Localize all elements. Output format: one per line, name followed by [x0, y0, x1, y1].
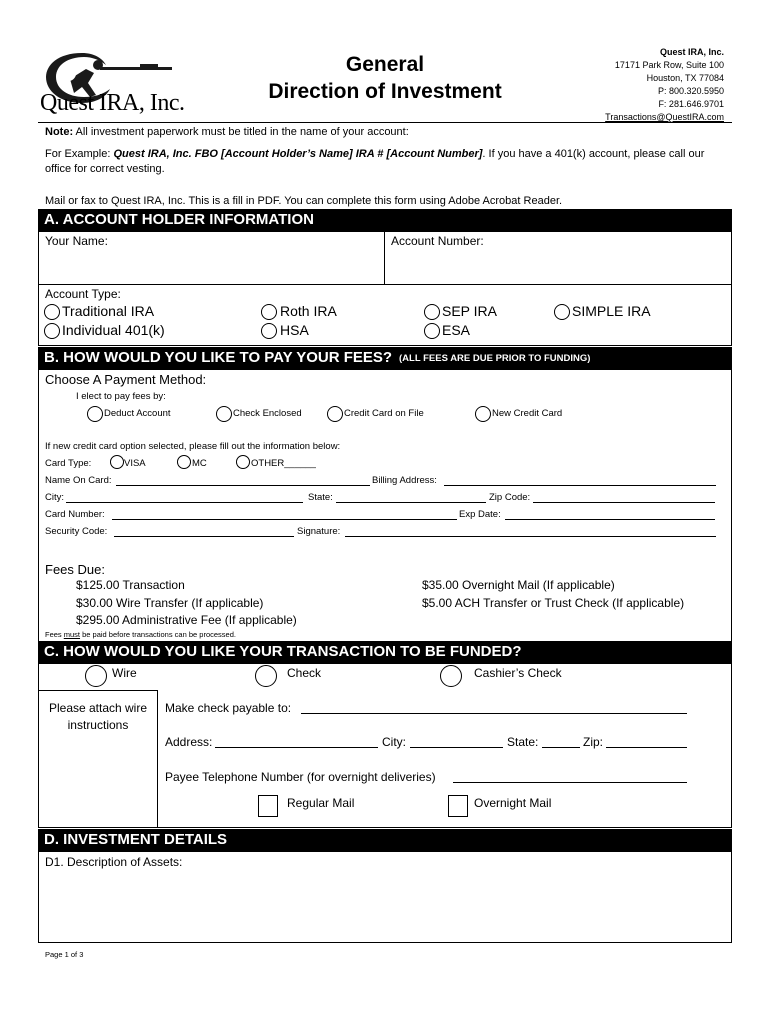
note-label: Note: [45, 126, 74, 138]
address-label: Address: [165, 735, 213, 749]
example-bold: Quest IRA, Inc. FBO [Account Holder’s Name] IRA # [Account Number] [113, 148, 483, 160]
traditional-ira-label: Traditional IRA [62, 303, 155, 319]
fees-due-label: Fees Due: [45, 562, 105, 577]
example-line2: office for correct vesting. [45, 163, 165, 175]
zip-code-field[interactable] [533, 491, 715, 503]
logo-wordmark: Quest IRA, Inc. [40, 90, 185, 116]
c-zip-field[interactable] [606, 734, 687, 748]
example-suffix: . If you have a 401(k) account, please call our [482, 148, 705, 160]
overnight-mail-checkbox[interactable] [448, 795, 468, 817]
mc-radio[interactable] [177, 455, 191, 469]
sep-ira-radio[interactable] [424, 304, 440, 320]
deduct-account-radio[interactable] [87, 406, 103, 422]
name-on-card-label: Name On Card: [45, 475, 112, 486]
description-of-assets-field[interactable] [44, 872, 726, 938]
header-divider [38, 122, 732, 123]
individual-401k-label: Individual 401(k) [62, 322, 165, 338]
mail-fax-line: Mail or fax to Quest IRA, Inc. This is a fill in PDF. You can complete this form using Adobe Acrobat Reader. [45, 195, 563, 207]
section-c-divider-h [38, 690, 158, 691]
roth-ira-radio[interactable] [261, 304, 277, 320]
fee-wire: $30.00 Wire Transfer (If applicable) [76, 596, 264, 610]
fee-overnight: $35.00 Overnight Mail (If applicable) [422, 578, 615, 592]
name-on-card-field[interactable] [116, 474, 370, 486]
esa-radio[interactable] [424, 323, 440, 339]
attach-wire-line1: Please attach wire [48, 701, 148, 715]
signature-label: Signature: [297, 526, 341, 537]
hsa-radio[interactable] [261, 323, 277, 339]
new-credit-card-label: New Credit Card [492, 408, 563, 419]
c-city-field[interactable] [410, 734, 503, 748]
note-line [45, 125, 409, 139]
cashiers-check-label: Cashier’s Check [474, 666, 562, 680]
fees-due-notice: (ALL FEES ARE DUE PRIOR TO FUNDING) [399, 353, 591, 364]
simple-ira-label: SIMPLE IRA [572, 303, 651, 319]
city-label: City: [45, 492, 64, 503]
note-text: All investment paperwork must be titled in the name of your account: [73, 126, 409, 138]
company-address2: Houston, TX 77084 [646, 73, 724, 83]
fees-note: Fees must be paid before transactions can be processed. [45, 630, 236, 639]
check-enclosed-radio[interactable] [216, 406, 232, 422]
company-name: Quest IRA, Inc. [659, 47, 724, 57]
your-name-label: Your Name: [45, 234, 108, 248]
c-zip-label: Zip: [583, 735, 604, 749]
page-title-line1: General [345, 53, 425, 76]
section-a-header: A. ACCOUNT HOLDER INFORMATION [38, 209, 732, 231]
hsa-label: HSA [280, 322, 309, 338]
new-card-note: If new credit card option selected, please fill out the information below: [45, 441, 341, 452]
section-a-divider-v [384, 231, 385, 284]
choose-payment-label: Choose A Payment Method: [45, 372, 207, 387]
deduct-account-label: Deduct Account [104, 408, 171, 419]
security-code-field[interactable] [114, 525, 294, 537]
credit-card-on-file-radio[interactable] [327, 406, 343, 422]
c-state-label: State: [507, 735, 539, 749]
exp-date-label: Exp Date: [459, 509, 501, 520]
traditional-ira-radio[interactable] [44, 304, 60, 320]
esa-label: ESA [442, 322, 471, 338]
check-radio[interactable] [255, 665, 277, 687]
overnight-mail-label: Overnight Mail [474, 796, 552, 810]
individual-401k-radio[interactable] [44, 323, 60, 339]
example-prefix: For Example: [45, 148, 114, 160]
company-email-link[interactable]: Transactions@QuestIRA.com [605, 112, 724, 122]
other-card-label: OTHER______ [251, 458, 316, 469]
payee-phone-label: Payee Telephone Number (for overnight deliveries) [165, 770, 436, 784]
company-contact-block [605, 46, 724, 124]
simple-ira-radio[interactable] [554, 304, 570, 320]
city-field[interactable] [66, 491, 303, 503]
card-type-label: Card Type: [45, 458, 92, 469]
billing-address-label: Billing Address: [372, 475, 437, 486]
company-fax: F: 281.646.9701 [658, 99, 724, 109]
address-field[interactable] [215, 734, 378, 748]
payee-phone-field[interactable] [453, 769, 687, 783]
check-label: Check [287, 666, 322, 680]
fee-admin: $295.00 Administrative Fee (If applicable) [76, 613, 297, 627]
wire-label: Wire [112, 666, 137, 680]
mc-label: MC [192, 458, 207, 469]
state-field[interactable] [336, 491, 486, 503]
company-address1: 17171 Park Row, Suite 100 [614, 60, 724, 70]
check-enclosed-label: Check Enclosed [233, 408, 302, 419]
elect-label: I elect to pay fees by: [76, 391, 166, 402]
card-number-label: Card Number: [45, 509, 105, 520]
regular-mail-checkbox[interactable] [258, 795, 278, 817]
regular-mail-label: Regular Mail [287, 796, 355, 810]
attach-wire-line2: instructions [67, 718, 129, 732]
account-number-field[interactable] [390, 250, 726, 280]
page-title-line2: Direction of Investment [268, 80, 502, 103]
exp-date-field[interactable] [505, 508, 715, 520]
sep-ira-label: SEP IRA [442, 303, 497, 319]
section-b-header: B. HOW WOULD YOU LIKE TO PAY YOUR FEES? (ALL FEES ARE DUE PRIOR TO FUNDING) [38, 347, 732, 369]
roth-ira-label: Roth IRA [280, 303, 337, 319]
visa-label: VISA [124, 458, 146, 469]
fee-transaction: $125.00 Transaction [76, 578, 185, 592]
security-code-label: Security Code: [45, 526, 108, 537]
section-a-divider-h [38, 284, 732, 285]
credit-card-on-file-label: Credit Card on File [344, 408, 424, 419]
card-number-field[interactable] [112, 508, 457, 520]
account-type-label: Account Type: [45, 287, 121, 301]
other-card-radio[interactable] [236, 455, 250, 469]
section-d-header: D. INVESTMENT DETAILS [38, 829, 732, 851]
company-phone: P: 800.320.5950 [657, 86, 724, 96]
page-number: Page 1 of 3 [45, 950, 84, 959]
cashiers-check-radio[interactable] [440, 665, 462, 687]
c-city-label: City: [382, 735, 406, 749]
example-line [45, 147, 704, 161]
signature-field[interactable] [345, 525, 716, 537]
c-state-field[interactable] [542, 734, 580, 748]
wire-radio[interactable] [85, 665, 107, 687]
account-number-label: Account Number: [391, 234, 484, 248]
zip-code-label: Zip Code: [489, 492, 531, 503]
payable-to-label: Make check payable to: [165, 701, 292, 715]
d1-label: D1. Description of Assets: [45, 855, 183, 869]
billing-address-field[interactable] [444, 474, 716, 486]
your-name-field[interactable] [44, 250, 380, 280]
section-c-header: C. HOW WOULD YOU LIKE YOUR TRANSACTION TO BE FUNDED? [38, 641, 732, 663]
payable-to-field[interactable] [301, 700, 687, 714]
visa-radio[interactable] [110, 455, 124, 469]
new-credit-card-radio[interactable] [475, 406, 491, 422]
state-label: State: [308, 492, 333, 503]
fee-ach: $5.00 ACH Transfer or Trust Check (If applicable) [422, 596, 685, 610]
